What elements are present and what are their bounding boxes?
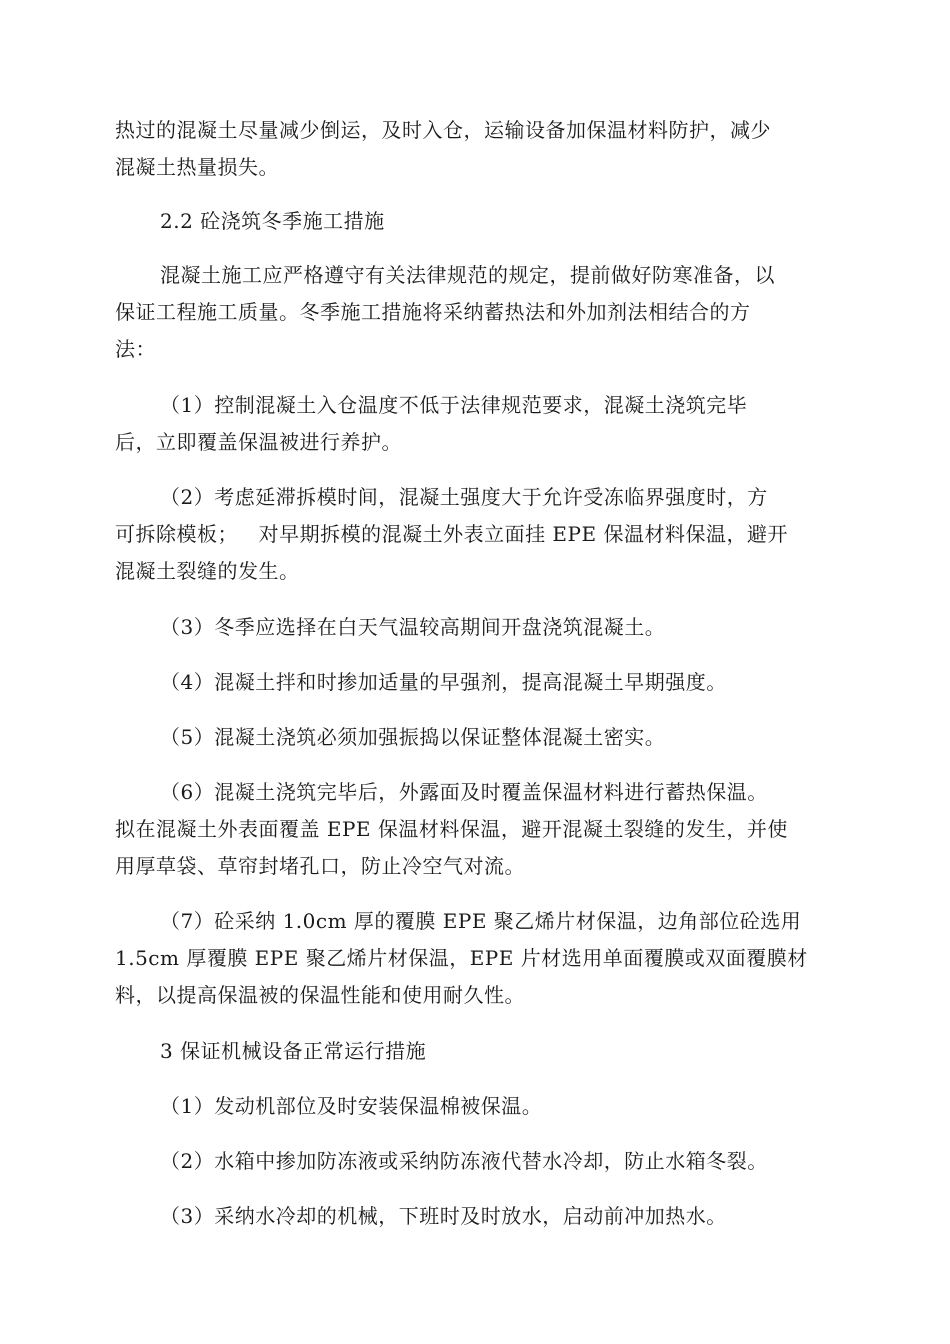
list-item-line: 后，立即覆盖保温被进行养护。 (115, 430, 402, 454)
list-item: （3）冬季应选择在白天气温较高期间开盘浇筑混凝土。 (160, 615, 666, 639)
paragraph-line: 保证工程施工质量。冬季施工措施将采纳蓄热法和外加剂法相结合的方 (115, 300, 751, 324)
list-item-line: （2）考虑延滞拆模时间，混凝土强度大于允许受冻临界强度时，方 (160, 485, 768, 509)
section-heading-3: 3 保证机械设备正常运行措施 (160, 1039, 427, 1063)
paragraph-line: 法： (115, 337, 156, 361)
list-item-line: 可拆除模板； 对早期拆模的混凝土外表立面挂 EPE 保温材料保温，避开 (115, 522, 788, 546)
list-item: （3）采纳水冷却的机械，下班时及时放水，启动前冲加热水。 (160, 1204, 727, 1228)
list-item: （1）发动机部位及时安装保温棉被保温。 (160, 1094, 543, 1118)
list-item-line: 拟在混凝土外表面覆盖 EPE 保温材料保温，避开混凝土裂缝的发生，并使 (115, 817, 788, 841)
paragraph-line: 混凝土热量损失。 (115, 155, 279, 179)
list-item-line: 混凝土裂缝的发生。 (115, 559, 300, 583)
section-heading-2-2: 2.2 砼浇筑冬季施工措施 (160, 209, 385, 233)
list-item: （2）水箱中掺加防冻液或采纳防冻液代替水冷却，防止水箱冬裂。 (160, 1149, 768, 1173)
list-item: （4）混凝土拌和时掺加适量的早强剂，提高混凝土早期强度。 (160, 670, 727, 694)
paragraph-line: 混凝土施工应严格遵守有关法律规范的规定，提前做好防寒准备，以 (160, 263, 775, 287)
list-item: （5）混凝土浇筑必须加强振捣以保证整体混凝土密实。 (160, 725, 666, 749)
list-item-line: （6）混凝土浇筑完毕后，外露面及时覆盖保温材料进行蓄热保温。 (160, 780, 768, 804)
list-item-line: 1.5cm 厚覆膜 EPE 聚乙烯片材保温，EPE 片材选用单面覆膜或双面覆膜材 (115, 946, 808, 970)
paragraph-line: 热过的混凝土尽量减少倒运，及时入仓，运输设备加保温材料防护，减少 (115, 118, 771, 142)
list-item-line: 用厚草袋、草帘封堵孔口，防止冷空气对流。 (115, 854, 525, 878)
list-item-line: （7）砼采纳 1.0cm 厚的覆膜 EPE 聚乙烯片材保温，边角部位砼选用 (160, 909, 802, 933)
list-item-line: （1）控制混凝土入仓温度不低于法律规范要求，混凝土浇筑完毕 (160, 393, 748, 417)
list-item-line: 料，以提高保温被的保温性能和使用耐久性。 (115, 983, 525, 1007)
